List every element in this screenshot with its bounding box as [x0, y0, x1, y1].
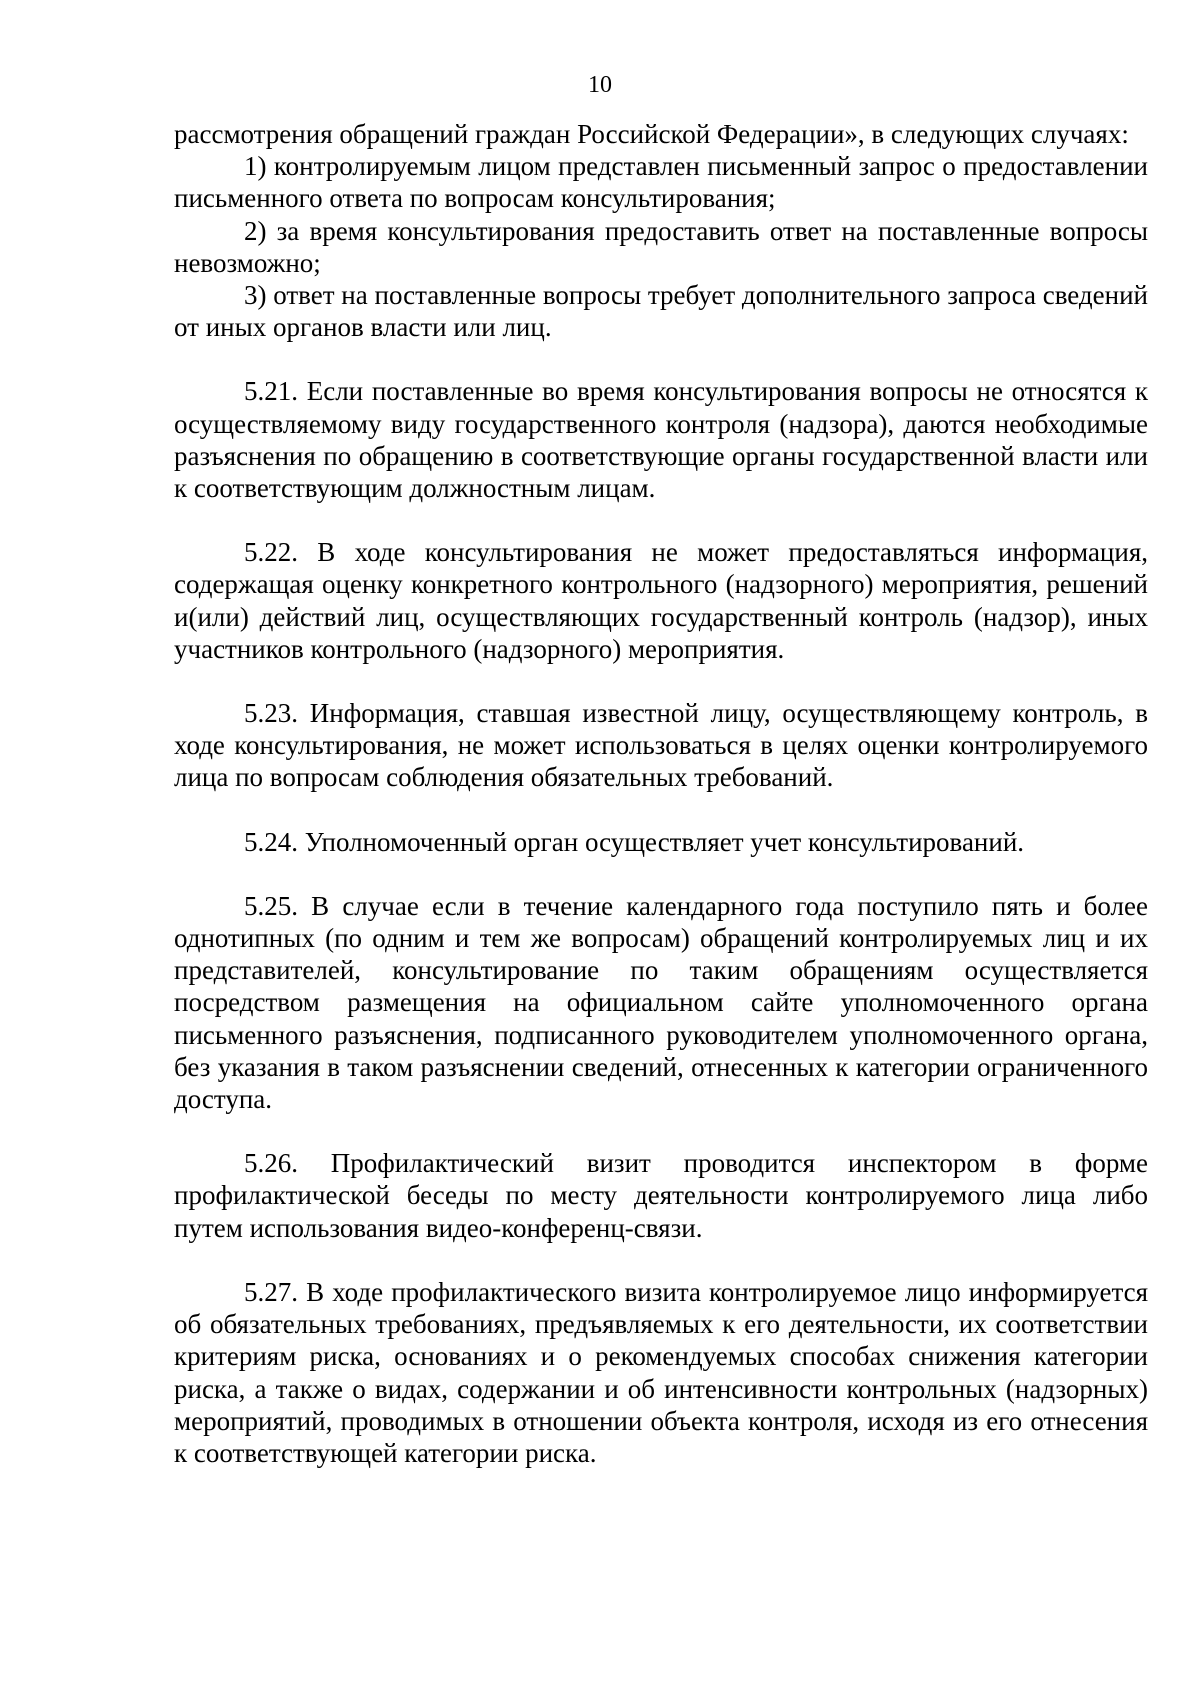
paragraph-spacer	[174, 1115, 1148, 1147]
paragraph-spacer	[174, 504, 1148, 536]
paragraph-spacer	[174, 794, 1148, 826]
page-number: 10	[588, 72, 612, 98]
paragraph: 5.24. Уполномоченный орган осуществляет учет консультирований.	[244, 826, 1025, 857]
document-body	[174, 118, 1148, 1469]
paragraph: 5.21. Если поставленные во время консультирования вопросы не относятся к осуществляемому виду государственного контроля (надзора), даются необходимые разъяснения по обращению в соответствующие органы государственной власти или к соответствующим должностным лицам.	[174, 376, 1148, 504]
paragraph-spacer	[174, 343, 1148, 375]
paragraph-spacer	[174, 858, 1148, 890]
paragraph: 5.25. В случае если в течение календарного года поступило пять и более однотипных (по одним и тем же вопросам) обращений контролируемых лиц и их представителей, консультирование по таким обращениям осуществляется посредством размещения на официальном сайте уполномоченного органа письменного разъяснения, подписанного руководителем уполномоченного органа, без указания в таком разъяснении сведений, отнесенных к категории ограниченного доступа.	[174, 890, 1148, 1115]
paragraph: 5.22. В ходе консультирования не может предоставляться информация, содержащая оценку конкретного контрольного (надзорного) мероприятия, решений и(или) действий лиц, осуществляющих государственный контроль (надзор), иных участников контрольного (надзорного) мероприятия.	[174, 537, 1148, 664]
paragraph: 5.23. Информация, ставшая известной лицу, осуществляющему контроль, в ходе консультирования, не может использоваться в целях оценки контролируемого лица по вопросам соблюдения обязательных требований.	[174, 698, 1148, 793]
paragraph: 5.27. В ходе профилактического визита контролируемое лицо информируется об обязательных требованиях, предъявляемых к его деятельности, их соответствии критериям риска, основаниях и о рекомендуемых способах снижения категории риска, а также о видах, содержании и об интенсивности контрольных (надзорных) мероприятий, проводимых в отношении объекта контроля, исходя из его отнесения к соответствующей категории риска.	[174, 1276, 1148, 1468]
paragraph: 3) ответ на поставленные вопросы требует дополнительного запроса сведений от иных органов власти или лиц.	[174, 280, 1148, 343]
paragraph: 2) за время консультирования предоставить ответ на поставленные вопросы невозможно;	[174, 215, 1148, 278]
paragraph-spacer	[174, 1244, 1148, 1276]
paragraph-spacer	[174, 665, 1148, 697]
paragraph: 1) контролируемым лицом представлен письменный запрос о предоставлении письменного ответа по вопросам консультирования;	[174, 151, 1148, 214]
paragraph: рассмотрения обращений граждан Российской Федерации», в следующих случаях:	[174, 119, 1129, 149]
paragraph: 5.26. Профилактический визит проводится инспектором в форме профилактической беседы по месту деятельности контролируемого лица либо путем использования видео-конференц-связи.	[174, 1148, 1148, 1243]
